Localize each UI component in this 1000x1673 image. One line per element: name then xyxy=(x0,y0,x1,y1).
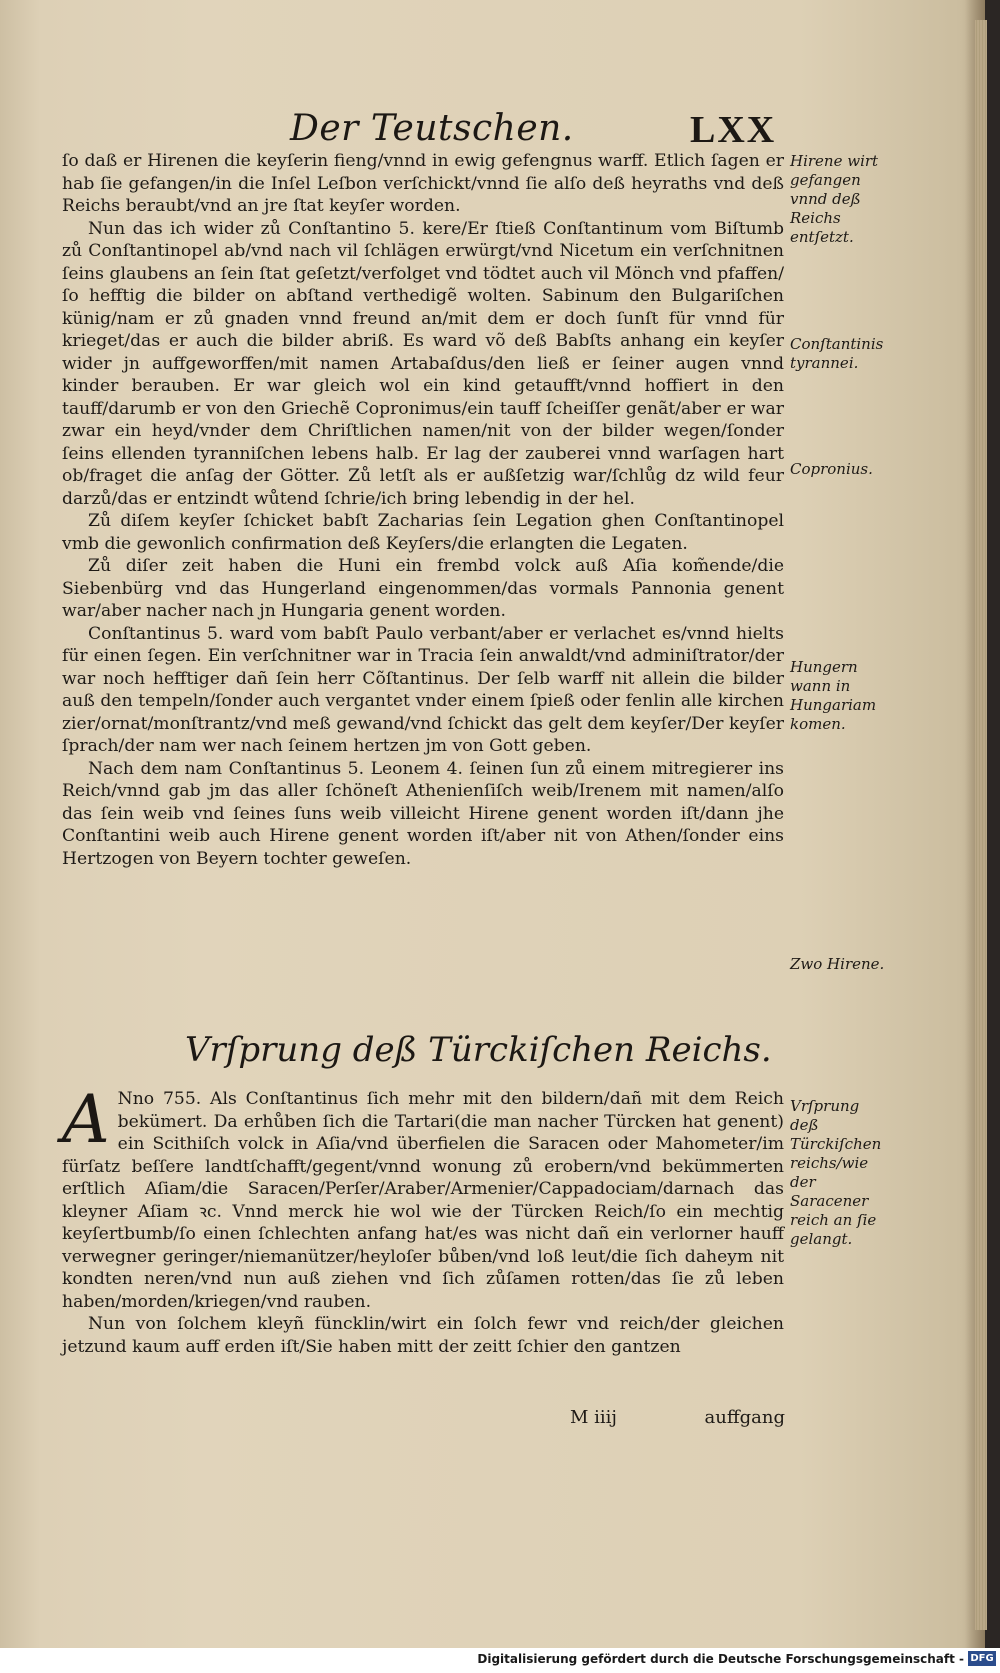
page-block-edge xyxy=(975,20,987,1630)
paragraph: Nun von ſolchem kleyñ füncklin/wirt ein ſolch fewr vnd reich/der gleichen jetzund kaum auff erden iſt/Sie haben mitt der zeitt ſchier den gantzen xyxy=(62,1314,784,1357)
paragraph: Zů diſer zeit haben die Huni ein frembd volck auß Aſia kom̃ende/die Siebenbürg vnd das Hungerland eingenommen/das vormals Pannonia genent war/aber nacher nach jn Hungaria genent worden. xyxy=(62,556,784,621)
margin-note: Conſtantinis tyrannei. xyxy=(790,335,884,372)
main-text-block xyxy=(62,150,784,870)
catchword: auffgang xyxy=(704,1407,785,1428)
paragraph xyxy=(62,1081,784,1313)
paragraph: Nun das ich wider zů Conſtantino 5. kere/Er ſtieß Conſtantinum vom Biſtumb zů Conſtantinopel ab/vnd nach vil ſchlägen erwürgt/vnd Nicetum ein verſchnitnen ſeins glaubens an ſein ſtat geſetzt/verfolget vnd tödtet auch vil Mönch vnd pfaffen/ſo hefftig die bilder on abſtand verthedigẽ wolten. Sabinum den Bulgariſchen künig/nam er zů gnaden vnnd freund an/mit dem er doch ſunſt für vnnd für krieget/das er auch die bilder abriß. Es ward võ deß Babſts anhang ein keyſer wider jn auffgeworffen/mit namen Artabaſdus/den ließ er ſeiner augen vnnd kinder berauben. Er war gleich wol ein kind getaufft/vnnd hoffiert in den tauff/darumb er von den Griechẽ Copronimus/ein tauff ſcheiſſer genãt/aber er war zwar ein heyd/vnder dem Chriſtlichen namen/nit von der bilder wegen/ſonder ſeins ellenden tyranniſchen lebens halb. Er lag der zauberei vnnd warſagen hart ob/fraget die anſag der Götter. Zů letſt als er außſetzig war/ſchlůg dz wild feur darzů/das er entzindt wůtend ſchrie/ich bring lebendig in der hel. xyxy=(62,218,784,509)
section-heading: Vrſprung deß Türckiſchen Reichs. xyxy=(185,1030,772,1070)
paragraph: Zů diſem keyſer ſchicket babſt Zacharias ſein Legation ghen Conſtantinopel vmb die gewonlich confirmation deß Keyſers/die erlangten die Legaten. xyxy=(62,511,784,554)
signature-mark: M iiij xyxy=(570,1407,618,1428)
margin-note: Vrſprung deß Türckiſchen reichs/wie der Saracener reich an ſie gelangt. xyxy=(790,1097,882,1248)
margin-note: Hirene wirt gefangen vnnd deß Reichs entſetzt. xyxy=(790,152,879,246)
margin-note: Zwo Hirene. xyxy=(790,955,885,973)
paragraph-text: Nno 755. Als Conſtantinus ſich mehr mit den bildern/dañ mit dem Reich bekümert. Da erhůben ſich die Tartari(die man nacher Türcken hat genent) ein Scithiſch volck in Aſia/vnd überfielen die Saracen oder Mahometer/im fürſatz beſſere landtſchafft/gegent/vnnd wonung zů erobern/vnd bekümmerten erſtlich Aſiam/die Saracen/Perſer/Araber/Armenier/Cappadociam/darnach das kleyner Aſiam ꝛc. Vnnd merck hie wol wie der Türcken Reich/ſo ein mechtig keyſertbumb/ſo einen ſchlechten anfang hat/es was nicht dañ ein verlorner hauff verwegner geringer/niemanützer/heyloſer bůben/vnd loß leut/die ſich daheym nit kondten neren/vnd nun auß ziehen vnd ſich zůſamen rotten/das ſie zů leben haben/morden/kriegen/vnd rauben. xyxy=(62,1089,784,1312)
footer-credit: Digitalisierung gefördert durch die Deutsche Forschungsgemeinschaft - xyxy=(477,1652,964,1666)
drop-cap-initial: A xyxy=(62,1081,110,1158)
paragraph: Conſtantinus 5. ward vom babſt Paulo verbant/aber er verlachet es/vnnd hielts für einen ſegen. Ein verſchnitner war in Tracia ſein anwaldt/vnd adminiſtrator/der war noch hefftiger dañ ſein herr Cõſtantinus. Der ſelb warff nit allein die bilder auß den tempeln/ſonder auch vergantet vnder einem ſpieß oder fenlin alle kirchen zier/ornat/monſtrantz/vnd meß gewand/vnd ſchickt das gelt dem keyſer/Der keyſer ſprach/der nam wer nach ſeinem hertzen jm von Gott geben. xyxy=(62,623,784,756)
running-head: Der Teutschen. xyxy=(290,108,574,149)
folio-number: LXX xyxy=(690,109,777,151)
paragraph: ſo daß er Hirenen die keyſerin fieng/vnnd in ewig gefengnus warff. Etlich ſagen er hab ſie gefangen/in die Inſel Leſbon verſchickt/vnnd ſie alſo deß heyraths vnd deß Reichs beraubt/vnd an jre ſtat keyſer worden. xyxy=(62,151,784,216)
margin-note: Copronius. xyxy=(790,460,873,478)
margin-note: Hungern wann in Hungariam komen. xyxy=(790,658,877,733)
dfg-logo: DFG xyxy=(968,1651,996,1666)
paragraph: Nach dem nam Conſtantinus 5. Leonem 4. ſeinen ſun zů einem mitregierer ins Reich/vnnd gab jm das aller ſchöneſt Athenienſiſch weib/Irenem mit namen/alſo das ſein weib vnd ſeines ſuns weib villeicht Hirene genent worden iſt/dann jhe Conſtantini weib auch Hirene genent worden iſt/aber nit von Athen/ſonder eins Hertzogen von Beyern tochter geweſen. xyxy=(62,758,784,869)
section-text-block xyxy=(62,1081,784,1358)
